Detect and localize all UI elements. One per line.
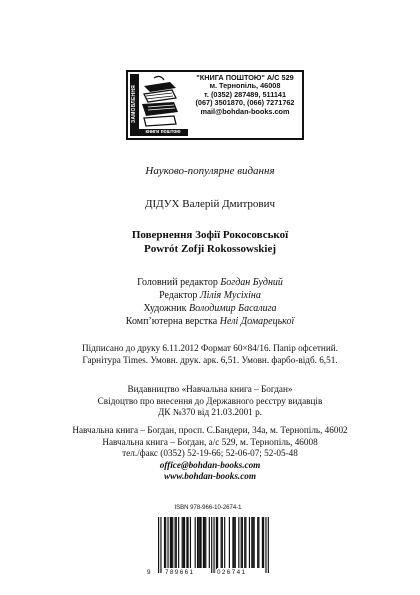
barcode-bar [182, 517, 183, 568]
publisher-info [0, 384, 420, 419]
barcode-bar [224, 517, 225, 568]
barcode-bar [172, 517, 173, 568]
barcode-bar [222, 517, 223, 568]
barcode-bar [217, 517, 218, 568]
barcode-bar [203, 517, 204, 568]
website: www.bohdan-books.com [163, 471, 257, 481]
barcode-bar [176, 517, 177, 568]
barcode-digits-left: 789661 [165, 569, 195, 576]
credit-line: Головний редактор Богдан Будний [137, 277, 283, 288]
credit-line: Комп’ютерна верстка Нелі Домарецької [125, 316, 295, 327]
barcode-bar [205, 517, 206, 568]
barcode-bar [238, 517, 239, 568]
barcode-bar [186, 517, 187, 568]
barcode-bar [229, 517, 230, 568]
barcode-bar [235, 517, 236, 568]
credits-block [0, 276, 420, 328]
barcode-bar [221, 517, 222, 568]
barcode-bar [195, 517, 196, 568]
author-name: ДІДУХ Валерій Дмитрович [144, 198, 276, 210]
barcode-digits-right: 026741 [217, 569, 247, 576]
address-line: Навчальна книга – Богдан, просп. С.Бандери, 34а, м. Тернопіль, 46002 [72, 425, 348, 435]
address-line: тел./факс (0352) 52-19-66; 52-06-07; 52-05-48 [122, 448, 298, 458]
barcode-bar [249, 517, 250, 568]
barcode-bar [188, 517, 189, 568]
barcode-bar [165, 517, 166, 568]
publisher-line: Видавництво «Навчальна книга – Богдан» [127, 384, 293, 394]
barcode-bar [245, 517, 246, 568]
barcode-bar [175, 517, 176, 568]
barcode-lead-digit: 9 [147, 569, 151, 576]
barcode-bar [183, 517, 184, 568]
print-spec-line: Гарнітура Times. Умовн. друк. арк. 6,51. Умовн. фарбо-відб. 6,51. [82, 354, 338, 365]
isbn-text: ISBN 978-966-10-2674-1 [174, 505, 242, 511]
print-specs [0, 343, 420, 366]
barcode-bar [216, 517, 217, 573]
barcode-bar [184, 517, 185, 568]
barcode-bars [146, 517, 270, 577]
barcode-bar [167, 517, 168, 568]
barcode-bar [263, 517, 264, 568]
stamp-line: т. (0352) 287489, 511141 [203, 89, 287, 99]
stamp-side-text: ЗАМОВЛЕННЯ [131, 85, 137, 123]
books-logo-icon [130, 74, 184, 136]
barcode-bar [160, 517, 161, 573]
publisher-line: ДК №370 від 21.03.2001 р. [158, 407, 262, 417]
barcode [146, 517, 270, 577]
print-spec-line: Підписано до друку 6.11.2012 Формат 60×84/16. Папір офсетний. [82, 343, 338, 353]
publisher-stamp [126, 70, 304, 140]
barcode-bar [254, 517, 255, 568]
barcode-bar [268, 517, 269, 573]
barcode-bar [232, 517, 233, 568]
stamp-bottom-text: книги поштою [138, 129, 188, 136]
barcode-bar [171, 517, 172, 568]
barcode-bar [241, 517, 242, 568]
stamp-line: (067) 3501870, (066) 7271762 [195, 98, 295, 108]
barcode-bar [200, 517, 201, 568]
series-label: Науково-популярне видання [145, 165, 275, 177]
credit-person: Володимир Басалига [189, 303, 277, 314]
credit-person: Нелі Домарецької [219, 316, 295, 327]
credit-line: Редактор Лілія Мусіхіна [159, 290, 261, 301]
barcode-bar [199, 517, 200, 568]
barcode-bar [258, 517, 259, 568]
email-address: office@bohdan-books.com [159, 459, 261, 470]
barcode-bar [211, 517, 212, 573]
barcode-bar [170, 517, 171, 568]
barcode-bar [213, 517, 214, 573]
barcode-bar [190, 517, 191, 568]
barcode-bar [234, 517, 235, 568]
barcode-bar [178, 517, 179, 568]
credit-line: Художник Володимир Басалига [143, 303, 277, 314]
stamp-line: "КНИГА ПОШТОЮ" А/С 529 [196, 73, 294, 82]
credit-person: Лілія Мусіхіна [199, 290, 261, 301]
barcode-bar [257, 517, 258, 568]
stamp-line: м. Тернопіль, 46008 [209, 81, 281, 91]
barcode-bar [198, 517, 199, 568]
barcode-bar [158, 517, 159, 573]
addresses [0, 425, 420, 483]
stamp-line: mail@bohdan-books.com [200, 106, 290, 116]
barcode-bar [244, 517, 245, 568]
barcode-bar [197, 517, 198, 568]
barcode-bar [251, 517, 252, 568]
credit-person: Богдан Будний [220, 277, 283, 288]
title-ukrainian: Повернення Зофії Рокосовської [131, 229, 289, 241]
address-line: Навчальна книга – Богдан, а/с 529, м. Тернопіль, 46008 [102, 436, 318, 447]
barcode-bar [204, 517, 205, 568]
barcode-bar [164, 517, 165, 568]
barcode-bar [252, 517, 253, 568]
barcode-bar [242, 517, 243, 568]
title-polish: Powrót Zofji Rokossowskiej [144, 243, 276, 255]
publisher-line: Свідоцтво про внесення до Державного реєстру видавців [97, 395, 323, 406]
stamp-contact-block [188, 74, 302, 116]
barcode-bar [262, 517, 263, 568]
barcode-bar [265, 517, 266, 573]
barcode-bar [209, 517, 210, 568]
